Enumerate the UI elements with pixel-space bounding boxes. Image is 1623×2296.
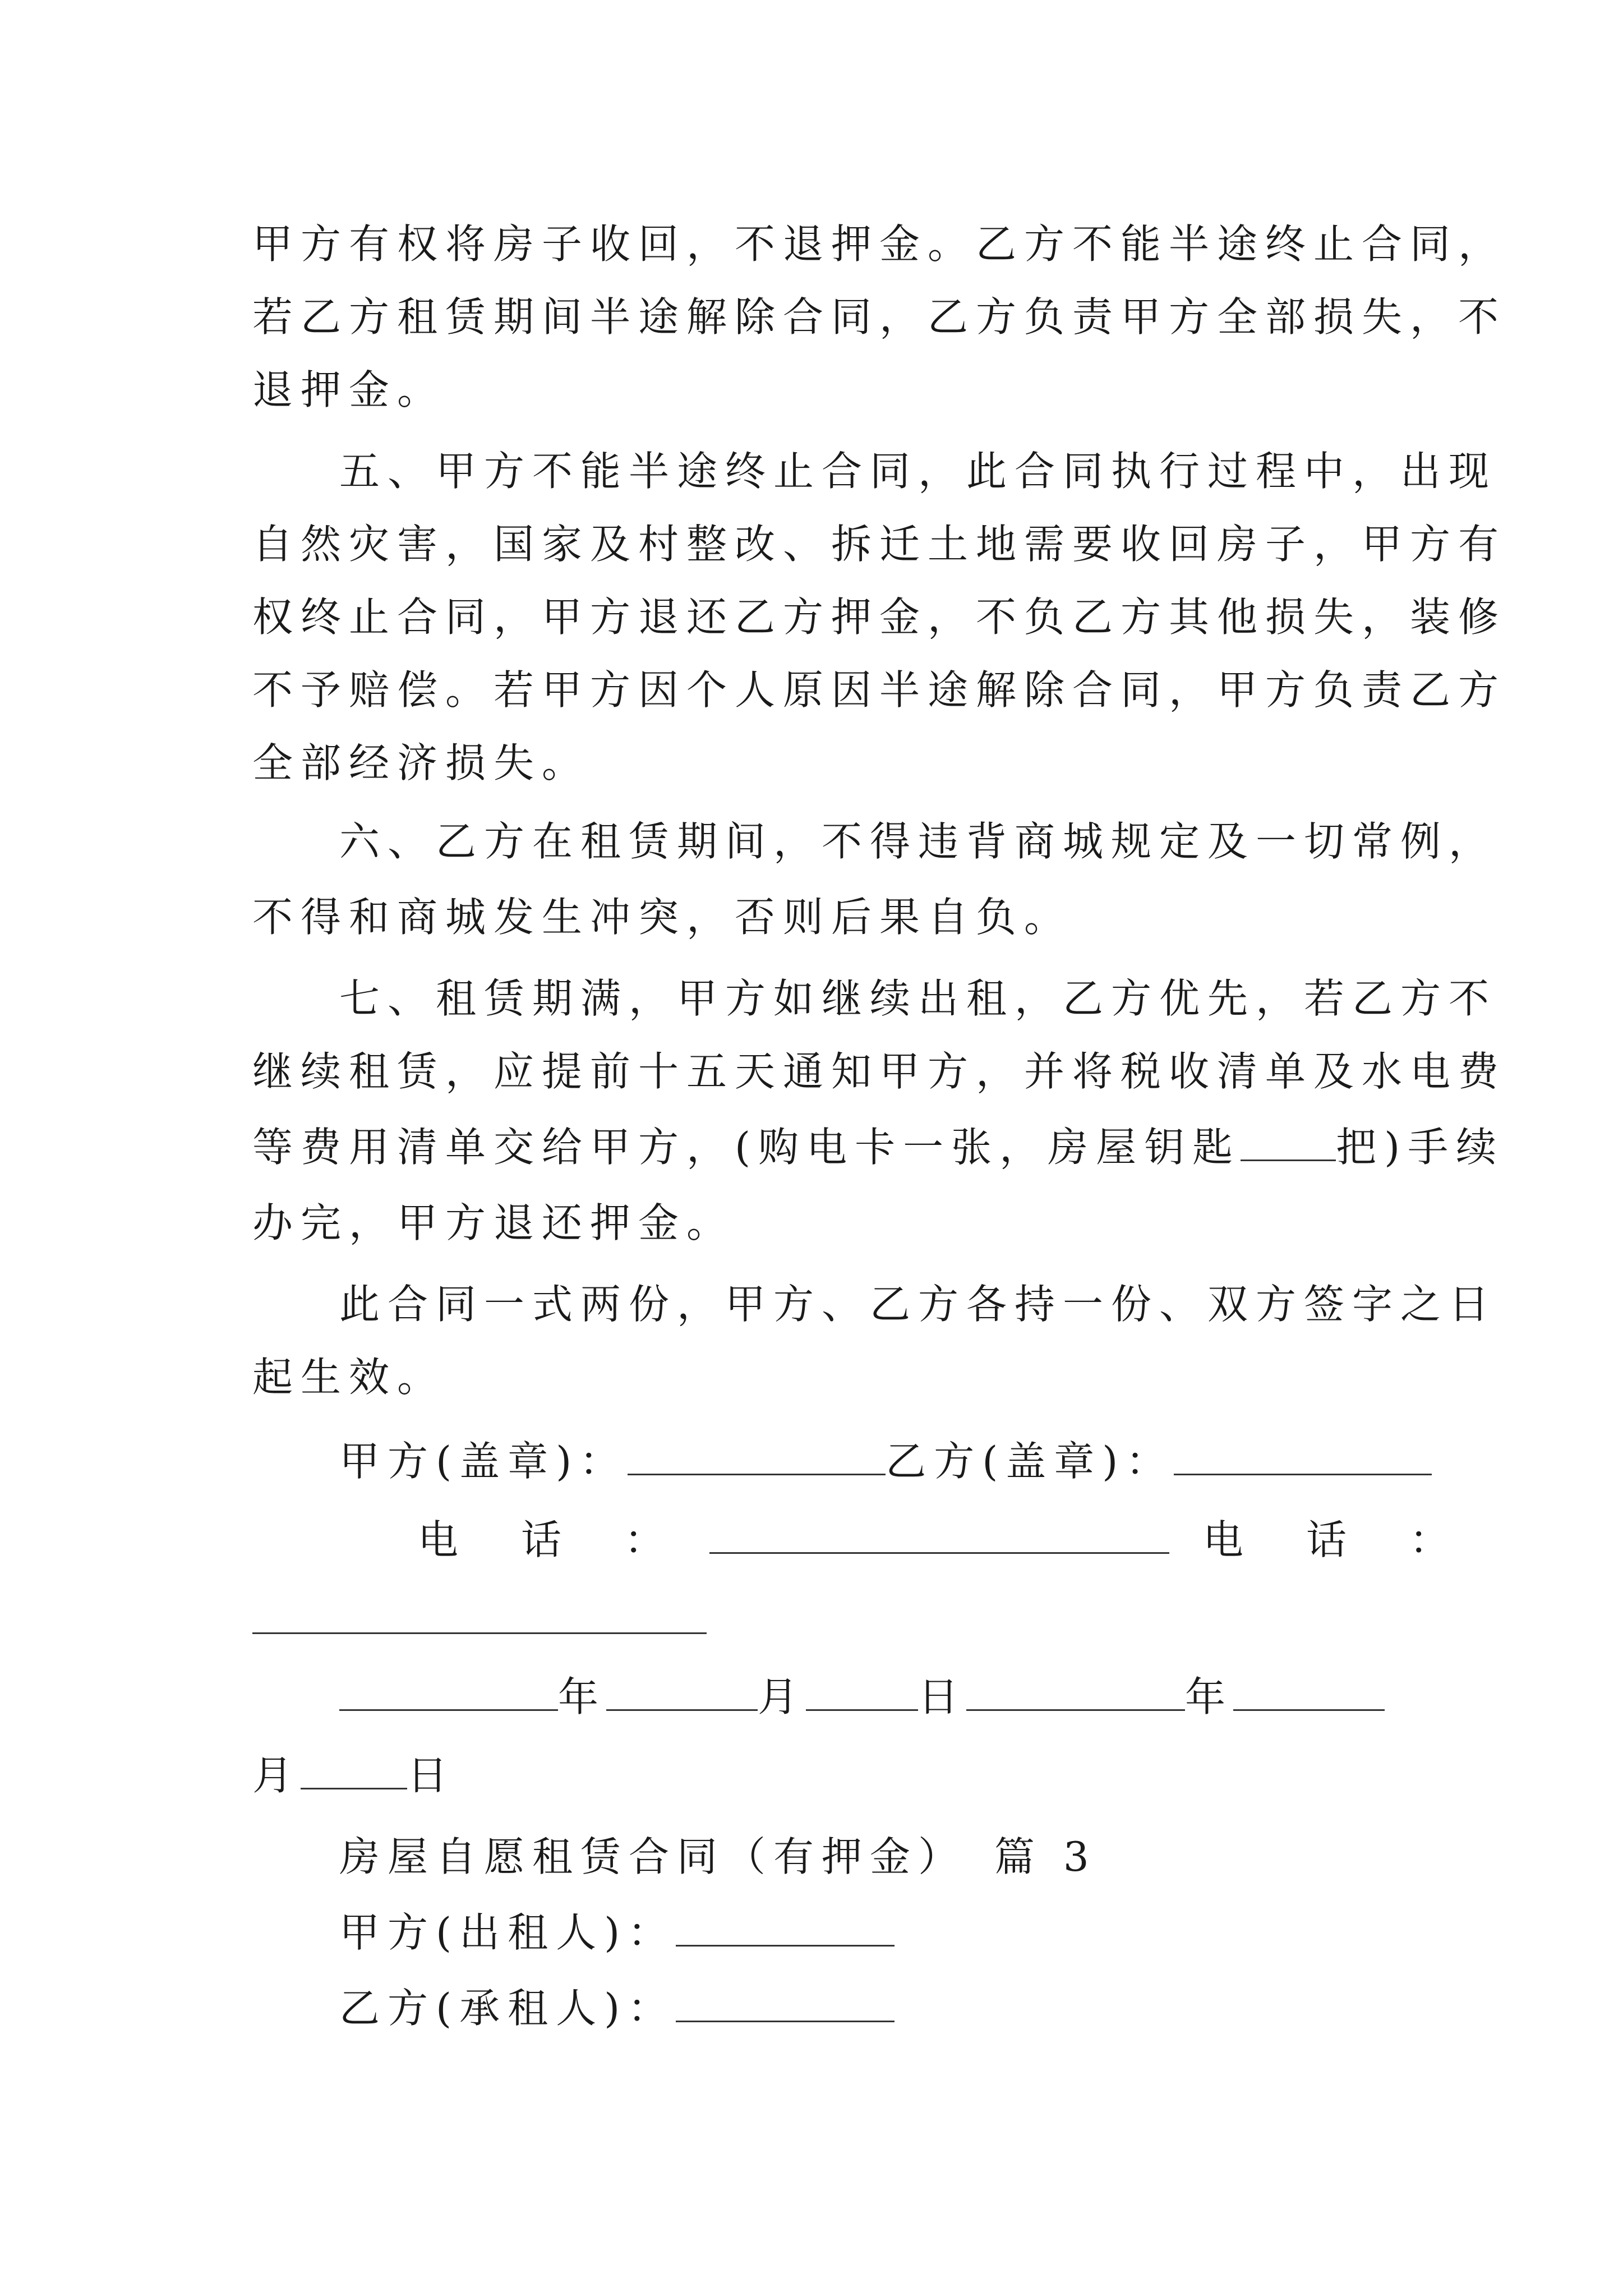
phone-line bbox=[418, 1515, 1461, 1565]
lessee-line bbox=[339, 1983, 895, 2033]
section-title: 房屋自愿租赁合同（有押金） 篇 3 bbox=[339, 1833, 1097, 1880]
lessor-blank bbox=[676, 1910, 895, 1947]
keys-text-before: 等费用清单交给甲方，(购电卡一张，房屋钥匙 bbox=[252, 1124, 1241, 1171]
party-a-seal-blank bbox=[628, 1439, 886, 1475]
party-b-phone-blank bbox=[252, 1632, 707, 1634]
date-line-cont bbox=[252, 1750, 455, 1801]
year-label-b: 年 bbox=[1185, 1673, 1234, 1720]
paragraph-line: 甲方有权将房子收回，不退押金。乙方不能半途终止合同， bbox=[252, 220, 1507, 268]
key-count-blank bbox=[1241, 1125, 1336, 1161]
year-label-a: 年 bbox=[558, 1673, 607, 1720]
keys-text-after: 把)手续 bbox=[1336, 1124, 1505, 1171]
party-b-seal-label: 乙方(盖章)： bbox=[886, 1438, 1174, 1485]
paragraph-line: 办完，甲方退还押金。 bbox=[252, 1199, 735, 1246]
paragraph-line: 继续租赁，应提前十五天通知甲方，并将税收清单及水电费 bbox=[252, 1048, 1507, 1095]
day-blank-a bbox=[806, 1674, 918, 1711]
clause-seven: 七、租赁期满，甲方如继续出租，乙方优先，若乙方不 bbox=[339, 975, 1497, 1022]
paragraph-line: 全部经济损失。 bbox=[252, 739, 591, 786]
paragraph-line: 不得和商城发生冲突，否则后果自负。 bbox=[252, 894, 1073, 941]
clause-six: 六、乙方在租赁期间，不得违背商城规定及一切常例， bbox=[339, 818, 1497, 865]
paragraph-line: 若乙方租赁期间半途解除合同，乙方负责甲方全部损失，不 bbox=[252, 293, 1507, 341]
lessor-label: 甲方(出租人)： bbox=[339, 1909, 676, 1956]
party-a-seal-label: 甲方(盖章)： bbox=[339, 1438, 628, 1485]
lessee-label: 乙方(承租人)： bbox=[339, 1985, 676, 2032]
clause-five: 五、甲方不能半途终止合同，此合同执行过程中，出现 bbox=[339, 448, 1497, 495]
date-line bbox=[339, 1672, 1385, 1722]
month-label-b: 月 bbox=[252, 1752, 301, 1799]
paragraph-line: 起生效。 bbox=[252, 1354, 446, 1401]
copies-clause: 此合同一式两份，甲方、乙方各持一份、双方签字之日 bbox=[339, 1281, 1497, 1328]
paragraph-line: 退押金。 bbox=[252, 366, 446, 413]
paragraph-line-keys bbox=[252, 1122, 1504, 1172]
year-blank-a bbox=[339, 1674, 558, 1711]
day-label-b: 日 bbox=[407, 1752, 456, 1799]
month-blank-a bbox=[606, 1674, 758, 1711]
party-a-phone-label: 电 话 ： bbox=[418, 1516, 676, 1563]
party-a-phone-blank bbox=[709, 1517, 1169, 1554]
day-blank-b bbox=[301, 1753, 407, 1789]
lessor-line bbox=[339, 1907, 895, 1958]
month-blank-b bbox=[1233, 1674, 1385, 1711]
day-label-a: 日 bbox=[918, 1673, 967, 1720]
seal-line bbox=[339, 1436, 1432, 1487]
lessee-blank bbox=[676, 1986, 895, 2022]
paragraph-line: 不予赔偿。若甲方因个人原因半途解除合同，甲方负责乙方 bbox=[252, 666, 1507, 714]
month-label-a: 月 bbox=[758, 1673, 806, 1720]
paragraph-line: 自然灾害，国家及村整改、拆迁土地需要收回房子，甲方有 bbox=[252, 521, 1507, 568]
year-blank-b bbox=[966, 1674, 1185, 1711]
party-b-phone-label: 电 话 ： bbox=[1203, 1516, 1461, 1563]
paragraph-line: 权终止合同，甲方退还乙方押金，不负乙方其他损失，装修 bbox=[252, 593, 1507, 641]
party-b-seal-blank bbox=[1174, 1439, 1432, 1475]
